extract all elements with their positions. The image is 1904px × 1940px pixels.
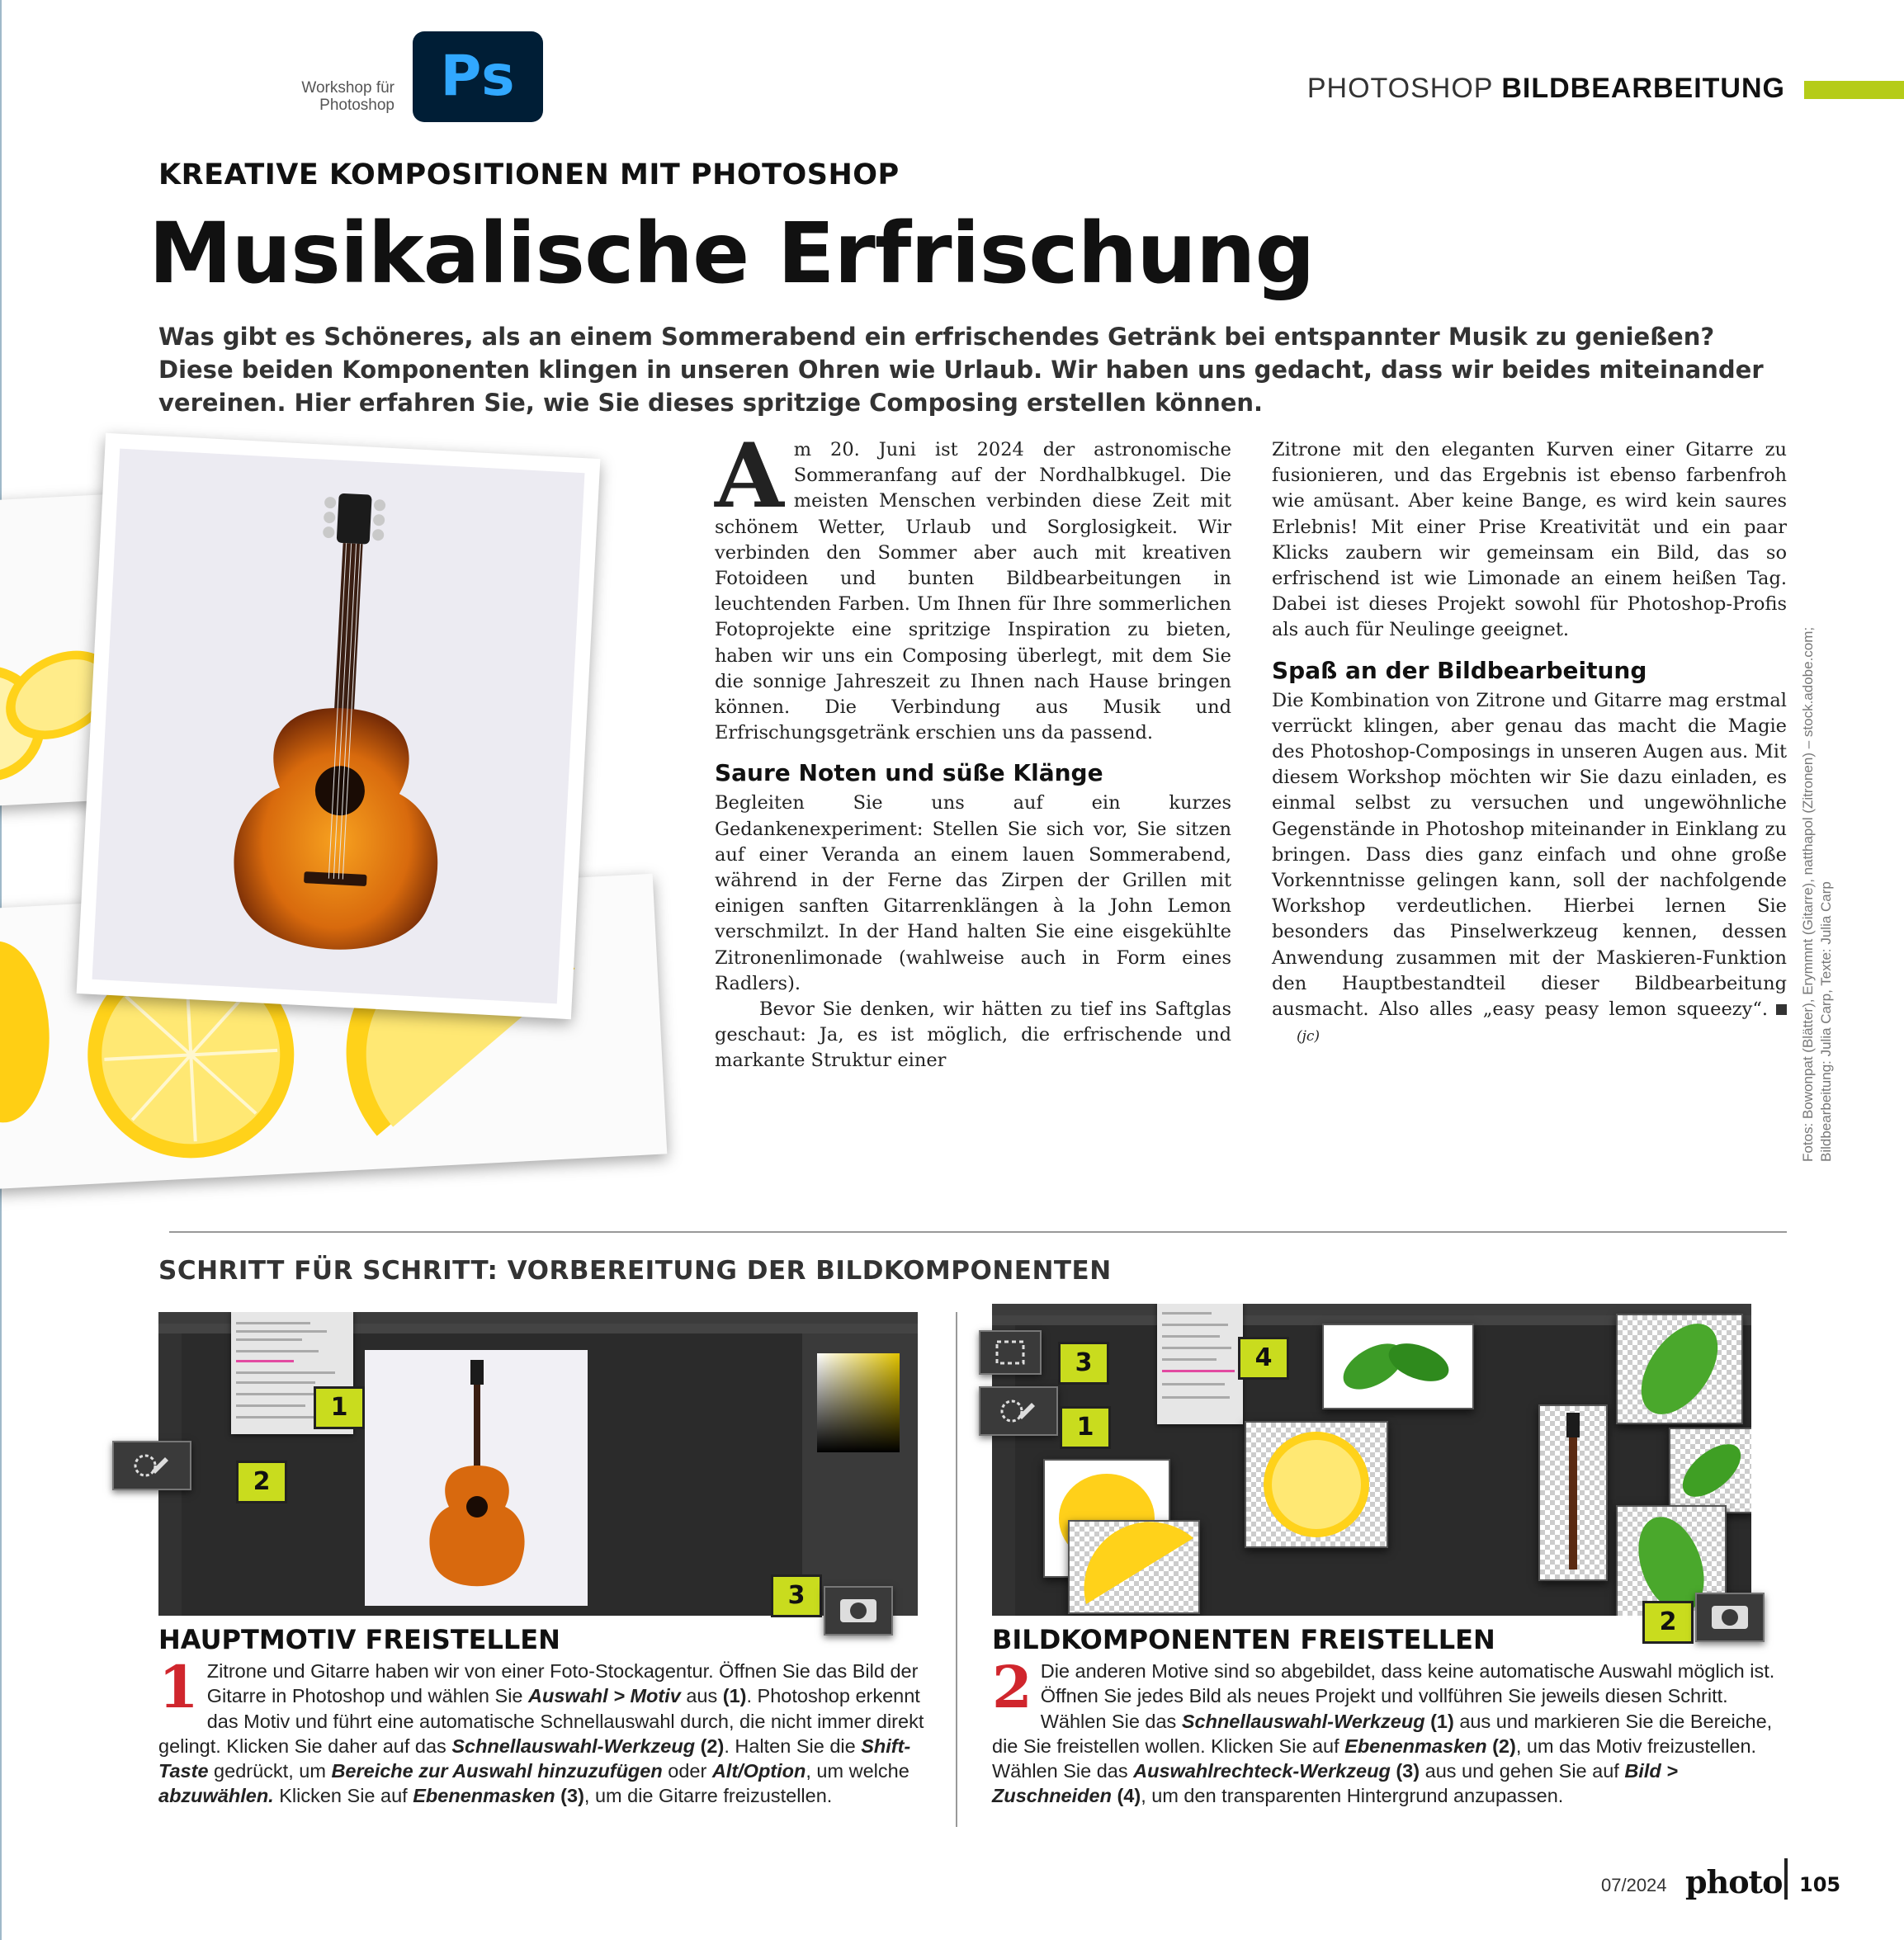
workshop-label-line1: Workshop für bbox=[301, 79, 395, 97]
step1-t4: (1) bbox=[722, 1685, 747, 1707]
step2-t4: (1) bbox=[1430, 1710, 1454, 1732]
rectangle-marquee-tool-callout[interactable] bbox=[979, 1330, 1042, 1375]
step1-t16: abzuwählen. bbox=[158, 1785, 274, 1807]
step2-badge-4: 4 bbox=[1238, 1337, 1289, 1380]
page-number: 105 bbox=[1799, 1873, 1841, 1896]
canvas-guitar-illustration bbox=[365, 1350, 588, 1606]
workshop-label bbox=[248, 79, 395, 114]
leaf-illustration-2 bbox=[1670, 1429, 1751, 1512]
guitar-neck-illustration bbox=[1540, 1406, 1606, 1579]
step2-t2: Schnellauswahl-Werkzeug bbox=[1181, 1710, 1425, 1732]
step1-badge-1: 1 bbox=[314, 1386, 365, 1429]
step1-t10: Shift-Taste bbox=[158, 1735, 911, 1782]
quick-selection-tool-callout[interactable] bbox=[112, 1441, 191, 1490]
lemon-half-illustration bbox=[1070, 1522, 1198, 1612]
step1-t14: Alt/Option bbox=[711, 1760, 806, 1782]
steps-heading: SCHRITT FÜR SCHRITT: VORBEREITUNG DER BILDKOMPONENTEN bbox=[158, 1256, 1112, 1286]
step1-t2: Auswahl > Motiv bbox=[528, 1685, 681, 1707]
step2-t10: Auswahlrechteck-Werkzeug bbox=[1133, 1760, 1391, 1782]
step1-title: HAUPTMOTIV FREISTELLEN bbox=[158, 1624, 560, 1655]
ps-panels bbox=[802, 1333, 918, 1616]
subheading-1: Saure Noten und süße Klänge bbox=[715, 759, 1103, 787]
paragraph-1 bbox=[715, 424, 1231, 746]
paragraph-3: Bevor Sie denken, wir hätten zu tief ins Saftglas geschaut: Ja, es ist möglich, die erfrischende und markante Struktur einer bbox=[715, 998, 1231, 1072]
lemon-slice-illustration bbox=[1246, 1423, 1387, 1546]
step1-t6: Schnellauswahl-Werkzeug bbox=[451, 1735, 696, 1757]
lemon-slice-tile bbox=[1245, 1421, 1388, 1548]
page-title: Musikalische Erfrischung bbox=[149, 205, 1315, 303]
leaf-tile-1 bbox=[1616, 1314, 1743, 1424]
leaves-illustration bbox=[1324, 1325, 1472, 1408]
rectangle-marquee-icon bbox=[980, 1332, 1040, 1373]
step1-t5: . Photoshop erkennt das Motiv und führt eine automatische Schnellauswahl durch, die nicht immer direkt gelingt. Klicken Sie daher auf das bbox=[158, 1685, 924, 1757]
section-divider bbox=[169, 1231, 1787, 1233]
step2-t1: Die anderen Motive sind so abgebildet, dass keine automatische Auswahl möglich ist. Öffnen Sie jedes Bild als neues Projekt und vollführen Sie jeweils diesen Schritt. Wählen Sie das bbox=[1040, 1660, 1775, 1732]
step2-badge-1: 1 bbox=[1060, 1406, 1111, 1449]
step1-t8: (2) bbox=[700, 1735, 725, 1757]
steps-column-separator bbox=[956, 1312, 957, 1827]
step1-t3: aus bbox=[680, 1685, 723, 1707]
subheading-2: Spaß an der Bildbearbeitung bbox=[1272, 656, 1647, 684]
article-column-2 bbox=[1272, 437, 1787, 1050]
section-bold: BILDBEARBEITUNG bbox=[1501, 73, 1785, 104]
photoshop-logo: Ps bbox=[413, 31, 543, 122]
credits-line1: Fotos: Bowonpat (Blätter), Erymmnt (Gitarre), natthapol (Zitronen) – stock.adobe.com; bbox=[1800, 626, 1816, 1162]
paragraph-4: Zitrone mit den eleganten Kurven einer Gitarre zu fusionieren, und das Ergebnis ist ebenso farbenfroh wie amüsant. Aber keine Bange, es wird kein saures Erlebnis! Mit einer Prise Kreativität und ein paar Klicks zaubern wir gemeinsam ein Bild, das so erfrischend ist wie Limonade an einem heißen Tag. Dabei ist dieses Projekt sowohl für Photoshop-Profis als auch für Neulinge geeignet. bbox=[1272, 439, 1787, 641]
workshop-label-line2: Photoshop bbox=[319, 97, 395, 114]
quick-selection-brush-icon bbox=[114, 1442, 190, 1489]
step1-t1: Zitrone und Gitarre haben wir von einer Foto-Stockagentur. Öffnen Sie das Bild der Gitarre in Photoshop und wählen Sie bbox=[206, 1660, 919, 1707]
guitar-illustration bbox=[92, 449, 585, 1004]
paragraph-5-text: Die Kombination von Zitrone und Gitarre mag erstmal verrückt klingen, aber genau das macht die Magie des Photoshop-Composings in unseren Augen aus. Mit diesem Workshop möchten wir Sie dazu einladen, es einmal selbst zu versuchen und ungewöhnliche Gegenstände in Photoshop miteinander in Einklang zu bringen. Dass dies ganz einfach und ohne große Vorkenntnisse gelingen kann, soll der nachfolgende Workshop verdeutlichen. Hierbei lernen Sie besonders das Pinselwerkzeug kennen, dessen Anwendung zusammen mit der Maskieren-Funktion den Hauptbestandteil dieser Bildbearbeitung ausmacht. Also alles „easy peasy lemon squeezy“. bbox=[1272, 689, 1787, 1021]
layer-mask-button-callout[interactable] bbox=[824, 1586, 893, 1636]
author-signature: (jc) bbox=[1297, 1028, 1321, 1046]
paragraph-5 bbox=[1272, 688, 1787, 1050]
photo-credits bbox=[1799, 626, 1834, 1173]
layer-mask-button-callout-2[interactable] bbox=[1695, 1593, 1765, 1642]
canvas-guitar bbox=[365, 1350, 588, 1606]
layer-mask-icon-2 bbox=[1697, 1594, 1763, 1640]
section-header bbox=[1307, 73, 1785, 105]
step1-t15: , um welche bbox=[806, 1760, 909, 1782]
quick-selection-tool-callout-2[interactable] bbox=[979, 1386, 1058, 1436]
step2-t14: Bild > Zuschneiden bbox=[992, 1760, 1678, 1807]
step1-t11: gedrückt, um bbox=[208, 1760, 332, 1782]
lemon-half-tile bbox=[1068, 1520, 1200, 1614]
step2-title: BILDKOMPONENTEN FREISTELLEN bbox=[992, 1624, 1495, 1655]
step1-t21: , um die Gitarre freizustellen. bbox=[583, 1785, 833, 1807]
image-menu[interactable] bbox=[1157, 1304, 1243, 1424]
step1-text bbox=[158, 1653, 943, 1809]
accent-bar bbox=[1804, 81, 1904, 99]
guitar-photo bbox=[77, 433, 601, 1019]
end-mark bbox=[1776, 1004, 1787, 1015]
section-light: PHOTOSHOP bbox=[1306, 73, 1493, 104]
step2-badge-2: 2 bbox=[1642, 1601, 1694, 1644]
kicker: KREATIVE KOMPOSITIONEN MIT PHOTOSHOP bbox=[158, 158, 900, 191]
paragraph-2: Begleiten Sie uns auf ein kurzes Gedankenexperiment: Stellen Sie sich vor, Sie sitzen auf einer Veranda an einem lauen Sommerabend, während in der Ferne das Zirpen der Grillen mit einigen sanften Gitarrenklängen à la John Lemon verschmilzt. In der Hand halten Sie eine eisgekühlte Zitronenlimonade (wahlweise auch in Form eines Radlers). bbox=[715, 792, 1231, 994]
color-picker bbox=[817, 1353, 900, 1452]
intro-text: Was gibt es Schöneres, als an einem Sommerabend ein erfrischendes Getränk bei entspannter Musik zu genießen? Diese beiden Komponenten klingen in unseren Ohren wie Urlaub. Wir haben uns gedacht, dass wir beides miteinander vereinen. Hier erfahren Sie, wie Sie dieses spritzige Composing erstellen können. bbox=[158, 323, 1764, 417]
leaf-illustration-1 bbox=[1618, 1315, 1741, 1423]
step1-badge-2: 2 bbox=[236, 1461, 287, 1503]
paragraph-1-text: m 20. Juni ist 2024 der astronomische Sommeranfang auf der Nordhalbkugel. Die meisten Menschen verbinden diese Zeit mit schönem Wetter, Urlaub und Sorglosigkeit. Wir verbinden den Sommer aber auch mit kreativen Fotoideen und bunten Bildbearbeitungen in leuchtenden Farben. Um Ihnen für Ihre sommerlichen Fotoprojekte eine spritzige Inspiration zu bieten, haben wir uns ein Composing überlegt, mit dem Sie die sonnige Jahreszeit zu Ihnen nach Hause bringen können. Die Verbindung aus Musik und Erfrischungsgetränk erschien uns da passend. bbox=[715, 439, 1231, 744]
step1-t13: oder bbox=[662, 1760, 712, 1782]
step1-number: 1 bbox=[158, 1653, 199, 1721]
step1-badge-3: 3 bbox=[771, 1574, 822, 1617]
quick-selection-brush-icon-2 bbox=[980, 1388, 1056, 1434]
step2-t16: (4) bbox=[1117, 1785, 1141, 1807]
step2-t6: Ebenenmasken bbox=[1344, 1735, 1487, 1757]
step1-t17: Klicken Sie auf bbox=[273, 1785, 413, 1807]
step2-number: 2 bbox=[992, 1653, 1032, 1721]
article-column-1 bbox=[715, 424, 1231, 1074]
step2-text bbox=[992, 1653, 1784, 1809]
step1-t20: (3) bbox=[560, 1785, 584, 1807]
step2-badge-3: 3 bbox=[1058, 1342, 1109, 1385]
step1-t12: Bereiche zur Auswahl hinzuzufügen bbox=[331, 1760, 663, 1782]
dropcap: A bbox=[715, 424, 784, 528]
step2-t8: (2) bbox=[1492, 1735, 1516, 1757]
step2-t12: (3) bbox=[1396, 1760, 1420, 1782]
layer-mask-icon bbox=[825, 1588, 891, 1634]
issue-date: 07/2024 bbox=[1601, 1875, 1667, 1895]
magazine-logo: photo bbox=[1685, 1863, 1783, 1900]
leaves-tile bbox=[1322, 1324, 1474, 1409]
credits-line2: Bildbearbeitung: Julia Carp, Texte: Julia Carp bbox=[1818, 881, 1834, 1162]
footer-divider bbox=[1784, 1858, 1788, 1900]
step2-t5: aus und markieren Sie die Bereiche, die Sie freistellen wollen. Klicken Sie auf bbox=[992, 1710, 1773, 1757]
step2-t9: , um das Motiv freizustellen. Wählen Sie das bbox=[992, 1735, 1757, 1782]
step1-t9: . Halten Sie die bbox=[724, 1735, 862, 1757]
step2-t13: aus und gehen Sie auf bbox=[1420, 1760, 1625, 1782]
step2-t17: , um den transparenten Hintergrund anzupassen. bbox=[1141, 1785, 1564, 1807]
step1-t18: Ebenenmasken bbox=[413, 1785, 555, 1807]
guitar-neck-tile bbox=[1538, 1404, 1608, 1581]
leaf-tile-2 bbox=[1669, 1428, 1751, 1513]
